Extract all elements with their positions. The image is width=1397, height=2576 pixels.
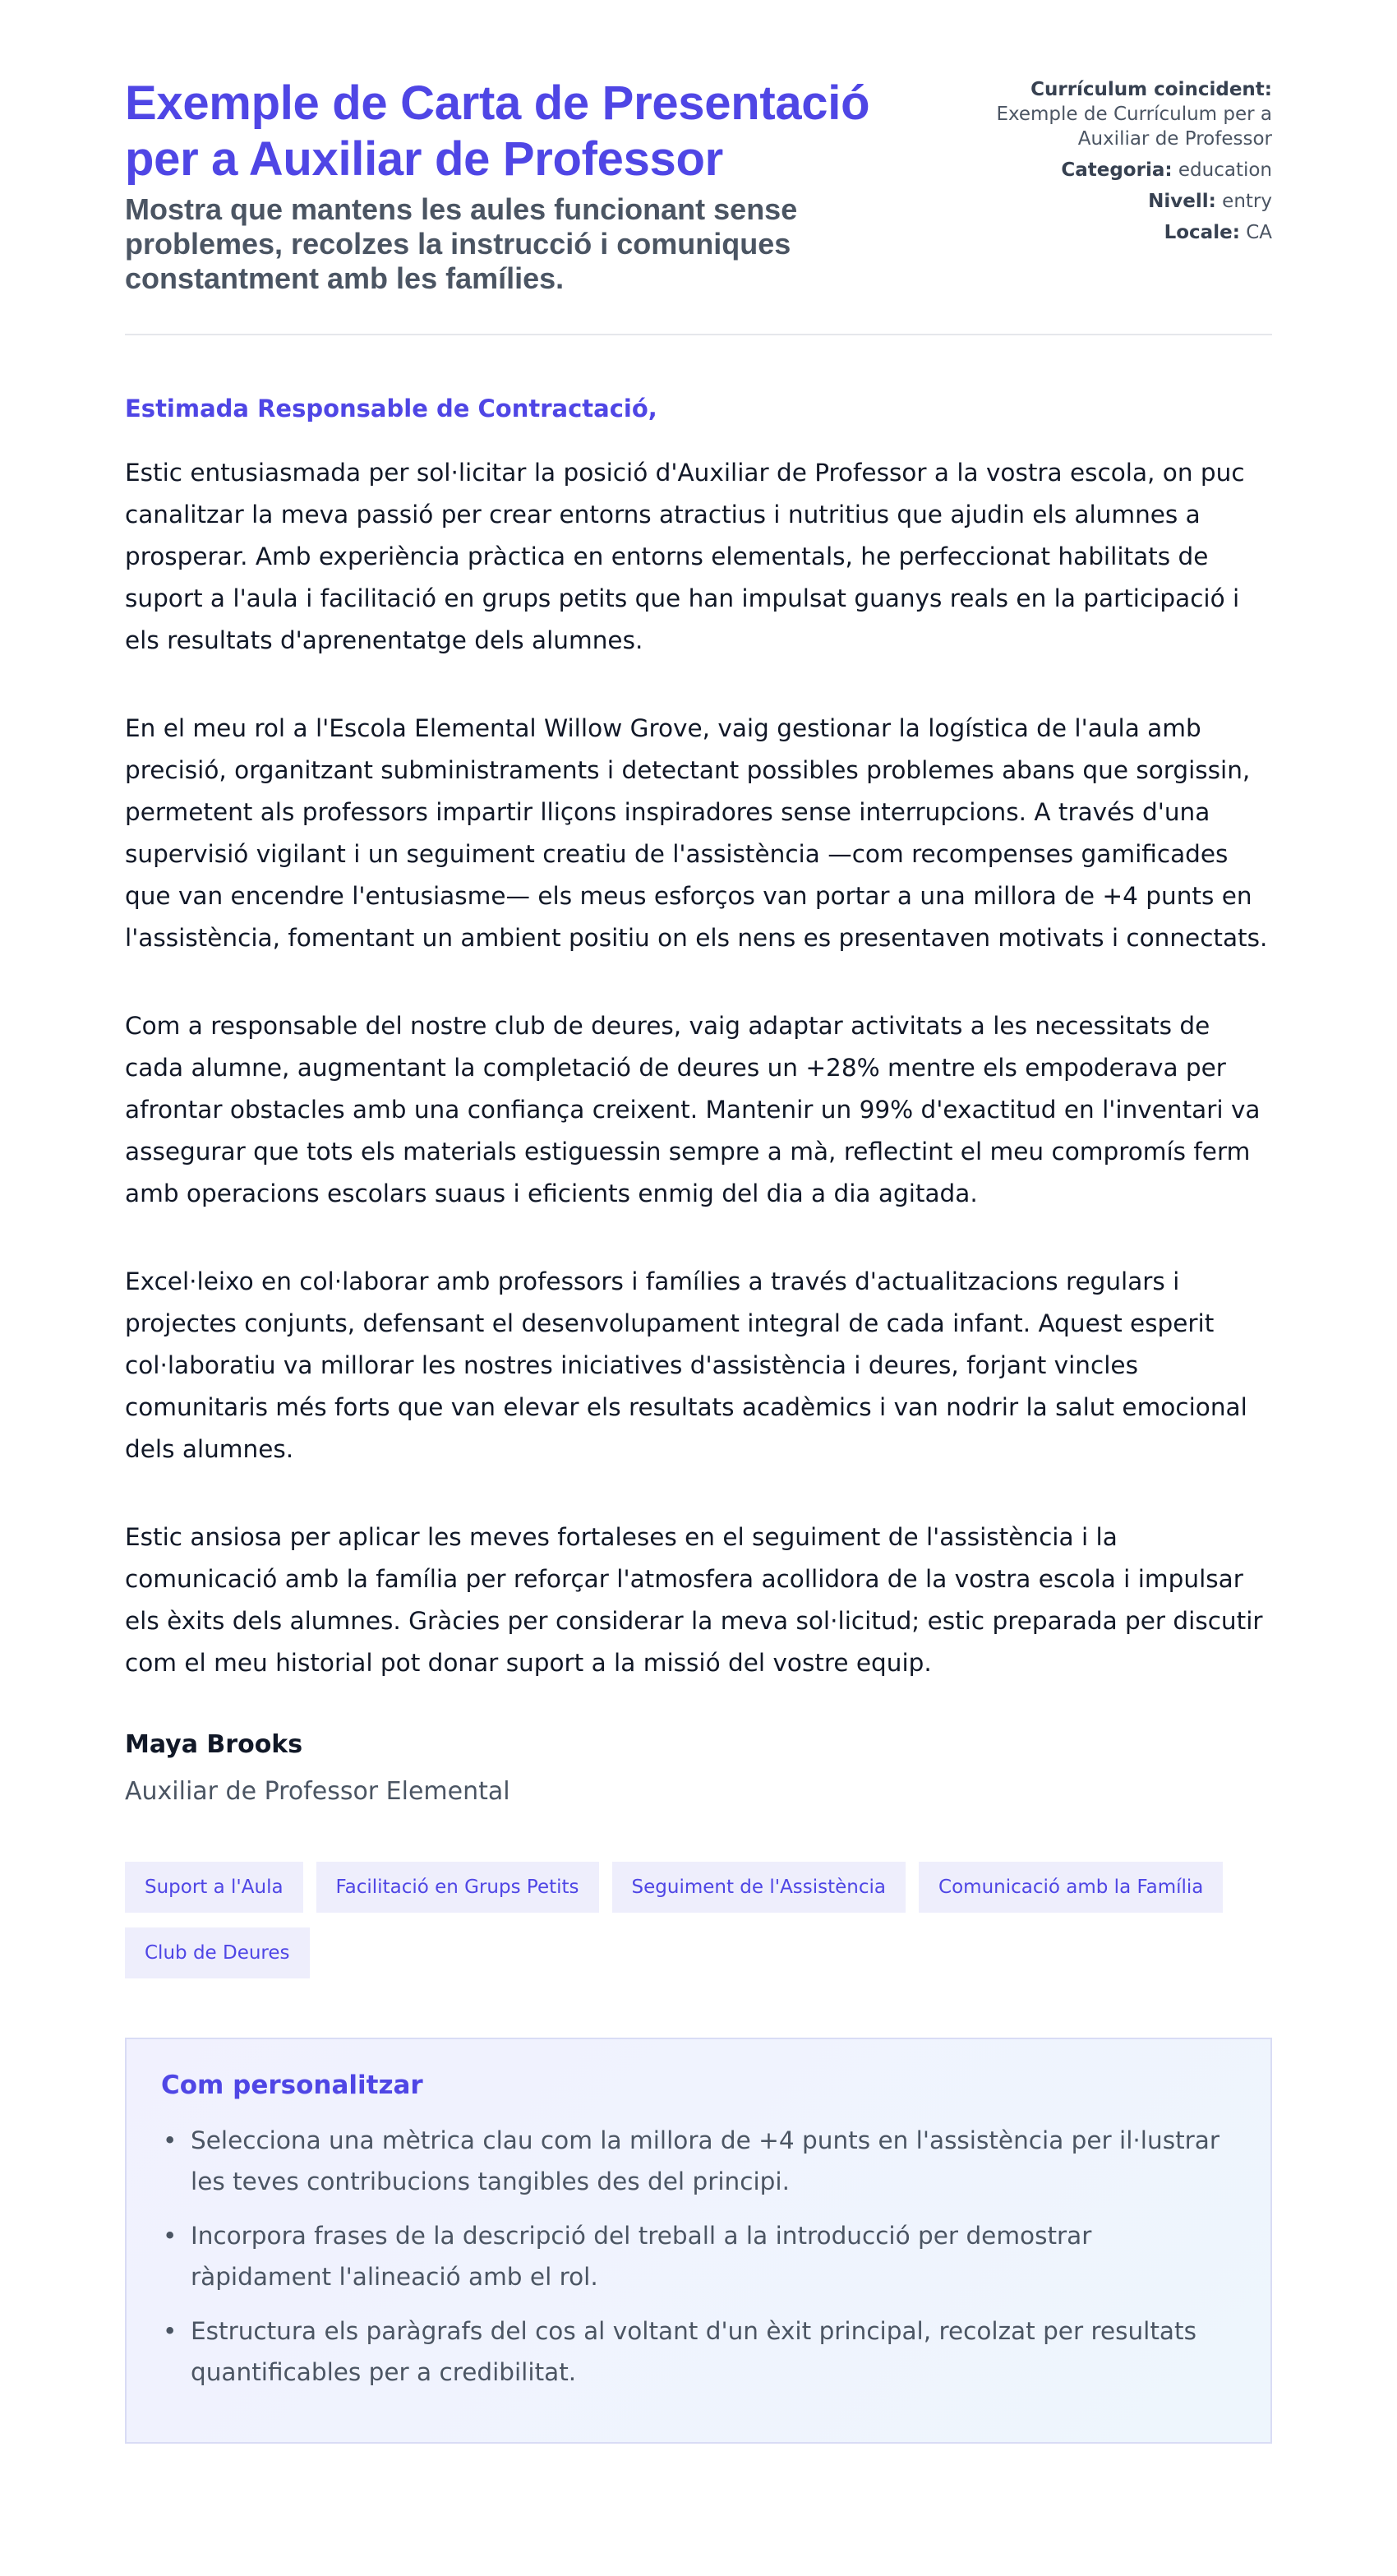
- meta-locale-key: Locale:: [1164, 222, 1240, 243]
- meta-level-value: entry: [1222, 191, 1272, 212]
- tips-list: [161, 2120, 1236, 2393]
- skill-tag: Club de Deures: [125, 1927, 310, 1978]
- letter-salutation: Estimada Responsable de Contractació,: [125, 395, 657, 422]
- meta-level-key: Nivell:: [1148, 191, 1216, 212]
- letter-paragraph: Estic ansiosa per aplicar les meves fortaleses en el seguiment de l'assistència i la comunicació amb la família per reforçar l'atmosfera acollidora de la vostra escola i impulsar els èxits dels alumnes. Gràcies per considerar la meva sol·licitud; estic preparada per discutir com el meu historial pot donar suport a la missió del vostre equip.: [125, 1523, 1263, 1677]
- skill-tag: Comunicació amb la Família: [919, 1862, 1223, 1913]
- letter-paragraph: Com a responsable del nostre club de deures, vaig adaptar activitats a les necessitats de cada alumne, augmentant la completació de deures un +28% mentre els empoderava per afrontar obstacles amb una confiança creixent. Mantenir un 99% d'exactitud en l'inventari va assegurar que tots els materials estiguessin sempre a mà, reflectint el meu compromís ferm amb operacions escolars suaus i eficients enmig del dia a dia agitada.: [125, 1012, 1261, 1207]
- tip-text: Incorpora frases de la descripció del treball a la introducció per demostrar ràpidament l'alineació amb el rol.: [191, 2222, 1092, 2291]
- skill-tag: Suport a l'Aula: [125, 1862, 303, 1913]
- list-item: [161, 2215, 1236, 2297]
- meta-resume: [943, 77, 1272, 151]
- meta-resume-key: Currículum coincident:: [1030, 79, 1272, 100]
- header-divider: [125, 334, 1272, 335]
- meta-panel: [943, 76, 1272, 252]
- meta-level: [943, 189, 1272, 214]
- meta-category: [943, 158, 1272, 182]
- skill-tag: Seguiment de l'Assistència: [612, 1862, 906, 1913]
- letter-paragraph: En el meu rol a l'Escola Elemental Willow Grove, vaig gestionar la logística de l'aula amb precisió, organitzant subministraments i detectant possibles problemes abans que sorgissin, permetent als professors impartir lliçons inspiradores sense interrupcions. A través d'una supervisió vigilant i un seguiment creatiu de l'assistència —com recompenses gamificades que van encendre l'entusiasme— els meus esforços van portar a una millora de +4 punts en l'assistència, fomentant un ambient positiu on els nens es presentaven motivats i connectats.: [125, 714, 1268, 952]
- skill-tag: Facilitació en Grups Petits: [316, 1862, 599, 1913]
- tip-text: Estructura els paràgrafs del cos al voltant d'un èxit principal, recolzat per resultats quantificables per a credibilitat.: [191, 2317, 1196, 2386]
- list-item: [161, 2120, 1236, 2202]
- letter-paragraph: Estic entusiasmada per sol·licitar la posició d'Auxiliar de Professor a la vostra escola, on puc canalitzar la meva passió per crear entorns atractius i nutritius que ajudin els alumnes a prosperar. Amb experiència pràctica en entorns elementals, he perfeccionat habilitats de suport a l'aula i facilitació en grups petits que han impulsat guanys reals en la participació i els resultats d'aprenentatge dels alumnes.: [125, 459, 1245, 654]
- meta-category-key: Categoria:: [1061, 159, 1173, 181]
- signature-role: Auxiliar de Professor Elemental: [125, 1777, 510, 1806]
- list-item: [161, 2311, 1236, 2393]
- customize-tips-box: [125, 2038, 1272, 2444]
- bullet-icon: •: [163, 2126, 178, 2154]
- letter-body: [125, 452, 1272, 1684]
- meta-locale: [943, 220, 1272, 245]
- signature-name: Maya Brooks: [125, 1730, 303, 1759]
- bullet-icon: •: [163, 2222, 178, 2250]
- skill-tags: [125, 1862, 1272, 1978]
- meta-category-value: education: [1178, 159, 1272, 181]
- page-title: Exemple de Carta de Presentació per a Auxiliar de Professor: [125, 76, 870, 186]
- header: [125, 76, 1272, 296]
- letter-paragraph: Excel·leixo en col·laborar amb professors i famílies a través d'actualitzacions regulars i projectes conjunts, defensant el desenvolupament integral de cada infant. Aquest esperit col·laboratiu va millorar les nostres iniciatives d'assistència i deures, forjant vincles comunitaris més forts que van elevar els resultats acadèmics i van nodrir la salut emocional dels alumnes.: [125, 1267, 1247, 1463]
- meta-resume-value: Exemple de Currículum per a Auxiliar de Professor: [996, 104, 1272, 150]
- tip-text: Selecciona una mètrica clau com la millora de +4 punts en l'assistència per il·lustrar les teves contribucions tangibles des del principi.: [191, 2126, 1219, 2195]
- bullet-icon: •: [163, 2317, 178, 2345]
- meta-locale-value: CA: [1246, 222, 1272, 243]
- title-block: [125, 76, 914, 296]
- tips-title: Com personalitzar: [161, 2070, 423, 2100]
- page-subtitle: Mostra que mantens les aules funcionant sense problemes, recolzes la instrucció i comuniques constantment amb les famílies.: [125, 192, 798, 295]
